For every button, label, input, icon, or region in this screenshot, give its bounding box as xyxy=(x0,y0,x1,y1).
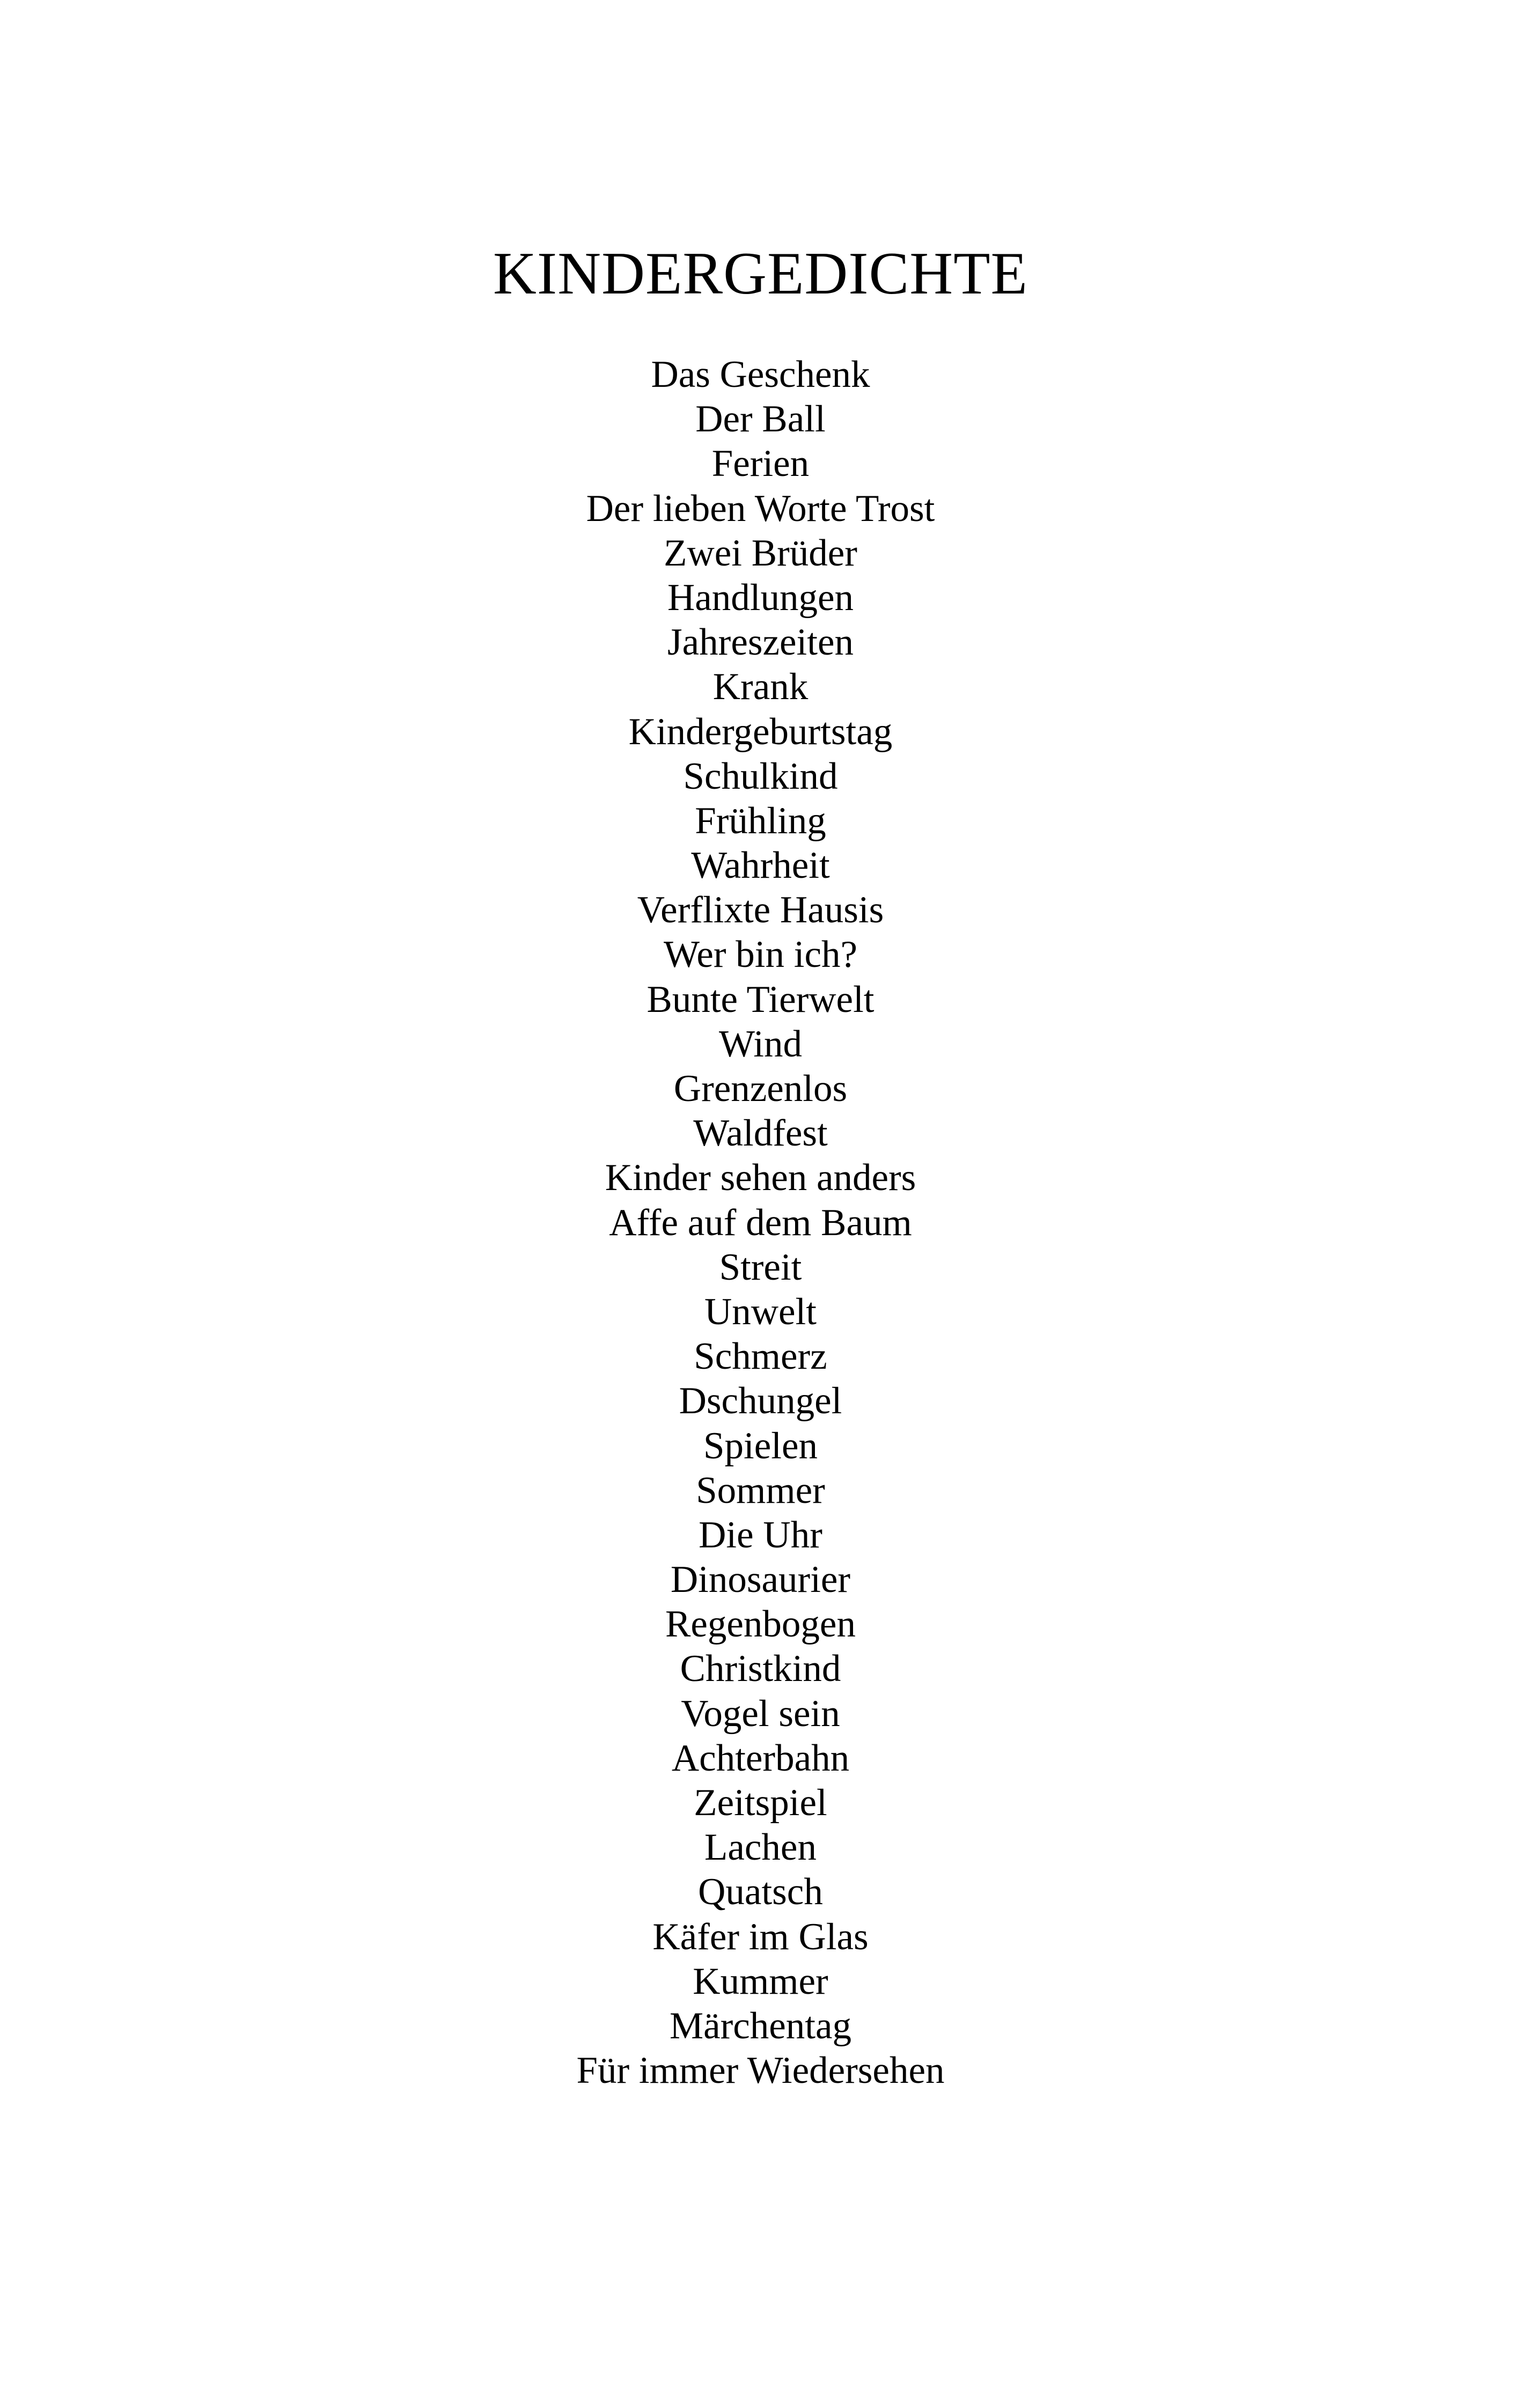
poem-title: Märchentag xyxy=(669,2005,852,2047)
poem-title: Spielen xyxy=(703,1425,818,1467)
poem-title: Dschungel xyxy=(679,1380,842,1422)
poem-title: Dinosaurier xyxy=(670,1559,851,1601)
poem-title: Achterbahn xyxy=(671,1737,850,1779)
poem-title: Waldfest xyxy=(693,1112,828,1155)
poem-title: Schulkind xyxy=(683,755,838,797)
poem-title: Lachen xyxy=(704,1826,817,1869)
poem-title: Das Geschenk xyxy=(651,354,870,395)
poem-title: Der Ball xyxy=(695,398,826,441)
poem-title: Jahreszeiten xyxy=(667,621,854,664)
poem-title: Schmerz xyxy=(694,1335,827,1378)
poem-title: Wind xyxy=(719,1023,802,1065)
poem-title: Sommer xyxy=(696,1469,825,1511)
poem-title: Grenzenlos xyxy=(673,1068,848,1110)
poem-title: Der lieben Worte Trost xyxy=(586,487,935,530)
poem-title: Unwelt xyxy=(704,1290,817,1333)
poem-title: Regenbogen xyxy=(665,1603,856,1646)
poem-title: Vogel sein xyxy=(681,1692,840,1735)
poem-title-list xyxy=(0,353,1521,2093)
poem-title: Bunte Tierwelt xyxy=(646,978,875,1021)
poem-title: Käfer im Glas xyxy=(652,1915,869,1958)
poem-title: Wahrheit xyxy=(691,845,830,887)
poem-title: Zwei Brüder xyxy=(664,532,857,574)
poem-title: Zeitspiel xyxy=(694,1782,827,1824)
poem-title: Kummer xyxy=(693,1960,828,2002)
poem-title: Affe auf dem Baum xyxy=(609,1201,912,1244)
poem-title: Verflixte Hausis xyxy=(637,889,884,931)
poem-title: Frühling xyxy=(695,799,826,842)
poem-title: Streit xyxy=(719,1246,802,1288)
poem-title: Wer bin ich? xyxy=(664,934,857,976)
poem-title: Handlungen xyxy=(667,576,854,619)
poem-title: Kinder sehen anders xyxy=(605,1157,916,1199)
poem-title: Ferien xyxy=(711,443,810,485)
poem-title: Christkind xyxy=(680,1648,841,1690)
poem-title: Die Uhr xyxy=(699,1514,822,1556)
poem-title: Krank xyxy=(712,666,809,708)
poem-title: Für immer Wiedersehen xyxy=(576,2050,945,2092)
poem-title: Quatsch xyxy=(698,1871,823,1913)
poem-title: Kindergeburtstag xyxy=(628,710,893,753)
page-title: KINDERGEDICHTE xyxy=(493,240,1028,307)
